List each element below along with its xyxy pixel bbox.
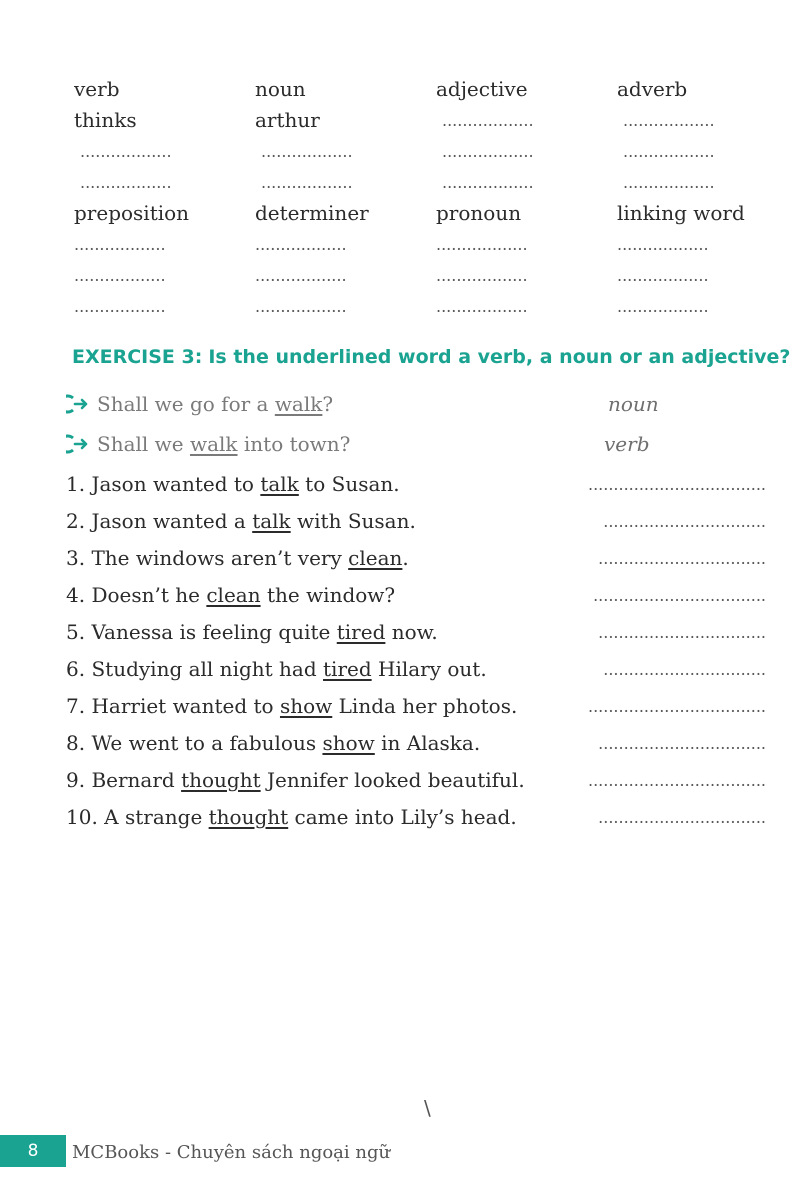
table-blank: .................. [255,297,347,316]
answer-blank[interactable]: ................................. [598,734,766,753]
underlined-word: walk [274,392,323,416]
item-number: 4. [66,583,86,607]
item-text: A strange [104,805,209,829]
item-number: 6. [66,657,86,681]
item-text: the window? [260,583,396,607]
list-item [66,614,766,651]
table-header: preposition [74,201,190,225]
item-number: 2. [66,509,86,533]
exercise-heading [66,346,791,368]
table-blank: .................. [442,142,534,161]
table-blank: .................. [74,297,166,316]
table-header: verb [74,77,120,101]
item-text: Hilary out. [371,657,487,681]
list-item [66,762,766,799]
underlined-word: tired [336,620,386,644]
list-item [66,466,766,503]
arrow-circle-icon [66,393,88,415]
underlined-word: talk [252,509,291,533]
item-text: came into Lily’s head. [288,805,517,829]
underlined-word: clean [348,546,403,570]
answer-blank[interactable]: ................................ [603,660,766,679]
example-line [66,428,666,460]
item-text: to Susan. [298,472,400,496]
table-example: thinks [74,108,137,132]
item-number: 10. [66,805,98,829]
example-text: into town? [237,432,351,456]
item-text: Jason wanted to [91,472,261,496]
answer-blank[interactable]: ................................... [587,771,766,790]
example-text: ? [322,392,334,416]
underlined-word: thought [208,805,289,829]
example-answer: verb [604,432,650,456]
item-number: 1. [66,472,86,496]
table-header: adverb [617,77,688,101]
page-number: 8 [0,1135,66,1167]
example-line [66,388,666,420]
stray-mark: \ [424,1096,431,1120]
table-blank: .................. [623,111,715,130]
item-text: . [402,546,409,570]
table-blank: .................. [255,235,347,254]
word-class-table [74,74,764,322]
item-text: Jason wanted a [91,509,253,533]
item-text: with Susan. [290,509,416,533]
answer-blank[interactable]: ................................. [598,549,766,568]
item-number: 3. [66,546,86,570]
table-blank: .................. [80,142,172,161]
arrow-circle-icon [66,433,88,455]
example-text: Shall we go for a [97,392,275,416]
item-text: Doesn’t he [91,583,207,607]
item-text: Studying all night had [91,657,324,681]
underlined-word: show [279,694,333,718]
list-item [66,725,766,762]
underlined-word: walk [189,432,238,456]
table-blank: .................. [617,235,709,254]
answer-blank[interactable]: ................................... [587,697,766,716]
underlined-word: thought [181,768,261,792]
item-number: 9. [66,768,86,792]
table-blank: .................. [255,266,347,285]
page-footer [0,1135,800,1167]
item-text: Harriet wanted to [91,694,280,718]
example-text: Shall we [97,432,190,456]
item-number: 5. [66,620,86,644]
table-blank: .................. [623,173,715,192]
underlined-word: clean [206,583,261,607]
list-item [66,651,766,688]
answer-blank[interactable]: ................................. [598,623,766,642]
list-item [66,540,766,577]
table-blank: .................. [436,235,528,254]
table-blank: .................. [80,173,172,192]
list-item [66,799,766,836]
item-text: Linda her photos. [332,694,518,718]
item-number: 8. [66,731,86,755]
table-header: pronoun [436,201,522,225]
list-item [66,577,766,614]
exercise-items [66,466,766,836]
table-example: arthur [255,108,320,132]
item-text: We went to a fabulous [91,731,323,755]
table-header: determiner [255,201,369,225]
answer-blank[interactable]: ................................. [598,808,766,827]
exercise-label: EXERCISE 3: [72,346,203,368]
item-text: Jennifer looked beautiful. [260,768,525,792]
table-blank: .................. [261,173,353,192]
table-blank: .................. [74,266,166,285]
publisher-name: MCBooks - Chuyên sách ngoại ngữ [72,1142,391,1163]
table-blank: .................. [442,111,534,130]
exercise-question: Is the underlined word a verb, a noun or an adjective? [208,346,791,368]
table-blank: .................. [617,266,709,285]
item-text: Vanessa is feeling quite [91,620,337,644]
table-header: linking word [617,201,745,225]
table-header: noun [255,77,306,101]
table-blank: .................. [436,266,528,285]
item-text: The windows aren’t very [91,546,349,570]
underlined-word: show [322,731,375,755]
example-answer: noun [608,392,659,416]
table-blank: .................. [436,297,528,316]
underlined-word: tired [323,657,372,681]
answer-blank[interactable]: .................................. [593,586,766,605]
table-blank: .................. [442,173,534,192]
underlined-word: talk [260,472,299,496]
table-blank: .................. [261,142,353,161]
item-text: in Alaska. [374,731,481,755]
item-text: Bernard [91,768,182,792]
list-item [66,503,766,540]
answer-blank[interactable]: ................................... [587,475,766,494]
table-blank: .................. [623,142,715,161]
table-blank: .................. [617,297,709,316]
item-number: 7. [66,694,86,718]
table-header: adjective [436,77,528,101]
list-item [66,688,766,725]
answer-blank[interactable]: ................................ [603,512,766,531]
item-text: now. [385,620,438,644]
table-blank: .................. [74,235,166,254]
